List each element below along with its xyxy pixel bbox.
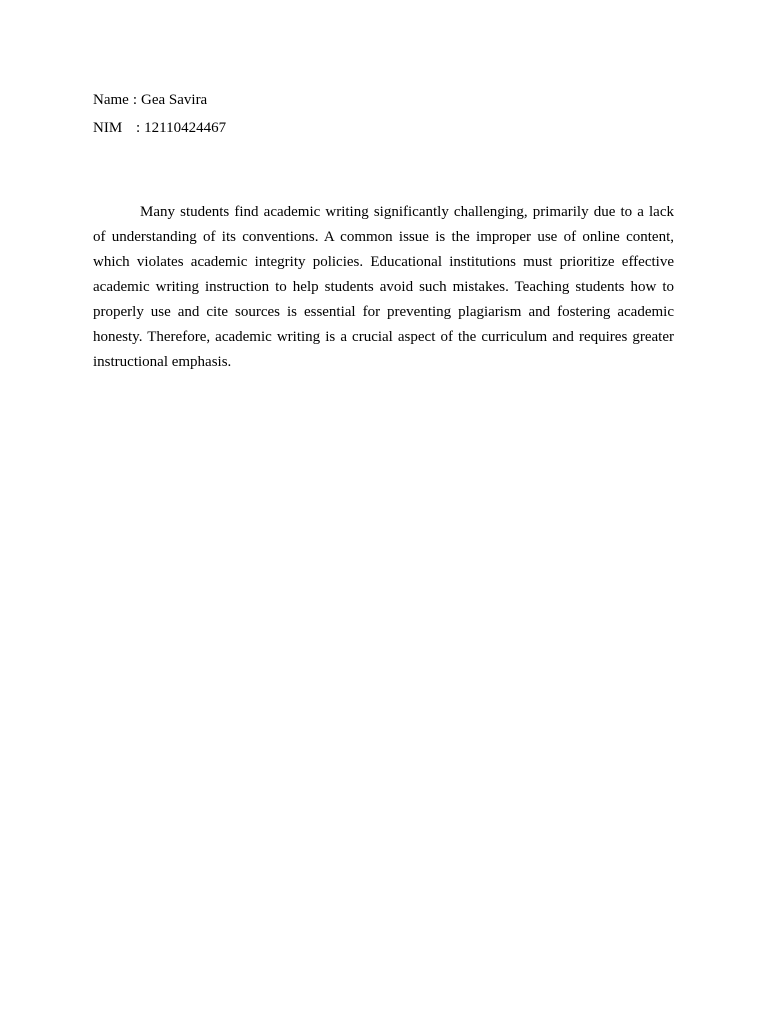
name-label: Name	[93, 92, 129, 108]
name-value: Gea Savira	[141, 92, 208, 108]
nim-line	[93, 114, 675, 142]
nim-value: 12110424467	[144, 120, 227, 136]
student-info	[93, 86, 675, 142]
nim-label: NIM	[93, 120, 123, 136]
name-line	[93, 86, 675, 114]
name-separator: :	[132, 92, 137, 108]
nim-separator: :	[136, 120, 141, 136]
body-paragraph: Many students find academic writing significantly challenging, primarily due to a lack of understanding of its conventions. A common issue is the improper use of online content, which violates academic integrity policies. Educational institutions must prioritize effective academic writing instruction to help students avoid such mistakes. Teaching students how to properly use and cite sources is essential for preventing plagiarism and fostering academic honesty. Therefore, academic writing is a crucial aspect of the curriculum and requires greater instructional emphasis.	[93, 204, 674, 370]
